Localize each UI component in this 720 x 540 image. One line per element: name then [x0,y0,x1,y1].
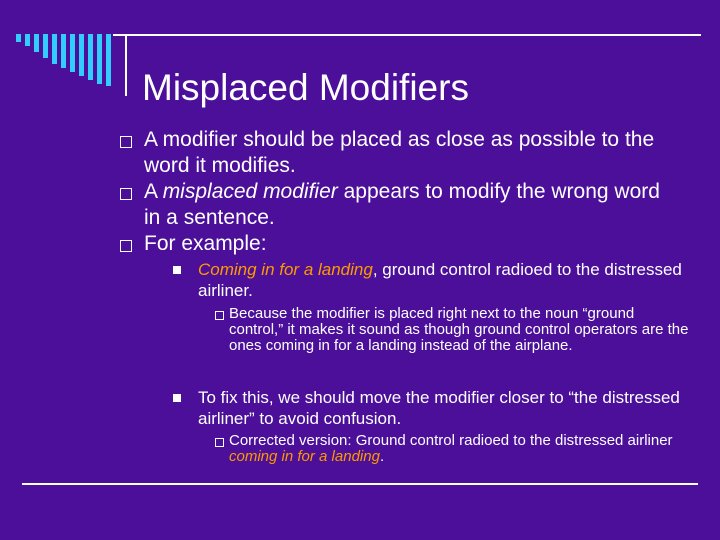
bullet-3-text: For example: [144,232,267,255]
bullet-1 [144,127,674,179]
sub-sub-bullet-2-after: . [379,448,385,465]
sub-bullet-1 [198,259,698,301]
sub-bullet-1-rest: , ground control radioed to the distressed airliner. [198,260,682,300]
bullet-2-before: A [144,180,163,203]
bullet-2 [144,179,674,231]
hollow-square-bullet-icon [215,438,224,447]
sub-sub-bullet-2 [229,433,689,465]
hollow-square-bullet-icon [120,188,132,200]
filled-square-bullet-icon [173,394,181,402]
sub-bullet-1-highlight: Coming in for a landing [198,260,373,279]
sub-bullet-2-text: To fix this, we should move the modifier closer to “the distressed airliner” to avoid confusion. [198,388,680,428]
bullet-3 [144,231,674,257]
vertical-rule [125,34,127,96]
sub-sub-bullet-1 [229,306,689,354]
sub-sub-bullet-1-text: Because the modifier is placed right next to the noun “ground control,” it makes it sound as though ground control operators are the ones coming in for a landing instead of the airplane. [229,305,689,354]
hollow-square-bullet-icon [120,240,132,252]
top-rule [113,34,701,36]
filled-square-bullet-icon [173,266,181,274]
sub-bullet-2 [198,387,698,429]
slide-title: Misplaced Modifiers [142,67,469,108]
bottom-rule [22,483,698,485]
hollow-square-bullet-icon [120,136,132,148]
hollow-square-bullet-icon [215,311,224,320]
bullet-1-text: A modifier should be placed as close as possible to the word it modifies. [144,128,655,177]
sub-sub-bullet-2-highlight: coming in for a landing [229,448,380,465]
sub-sub-bullet-2-before: Corrected version: Ground control radioed to the distressed airliner [229,432,673,449]
decorative-bars [16,34,126,86]
bullet-2-after: appears to modify the wrong word in a sentence. [144,180,660,229]
bullet-2-italic-term: misplaced modifier [162,180,338,203]
